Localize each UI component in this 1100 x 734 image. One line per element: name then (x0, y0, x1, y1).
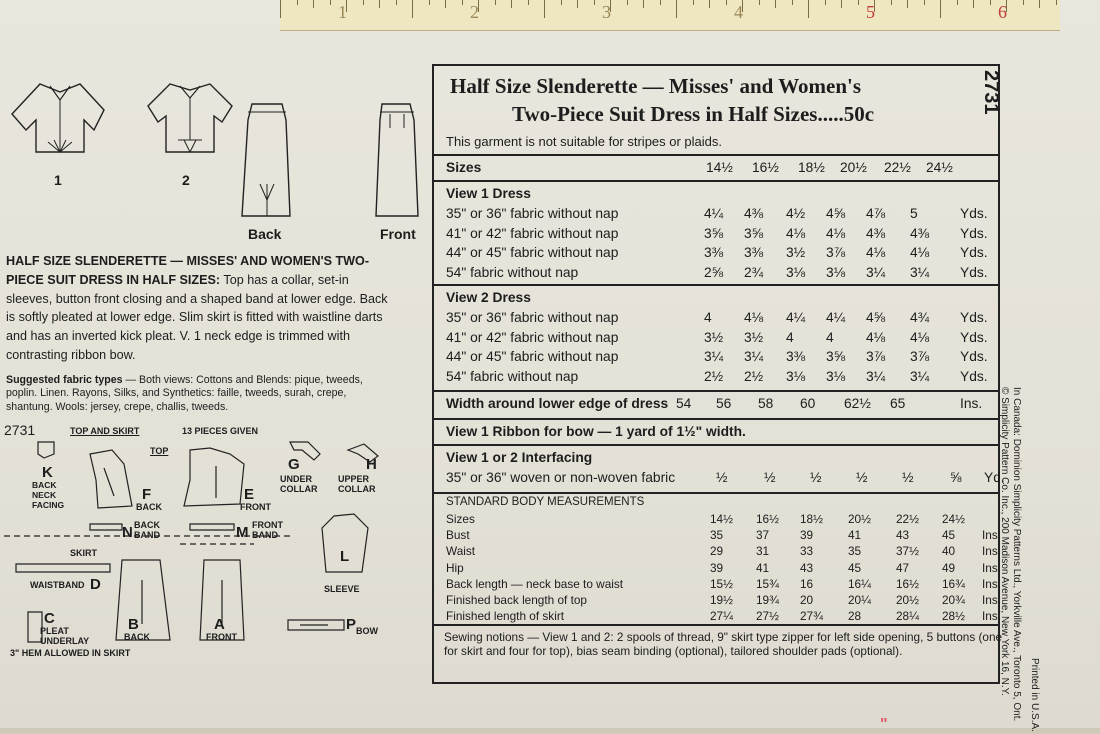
piece-f-letter: F (142, 486, 152, 503)
piece-n-letter: N (122, 524, 133, 541)
piece-b-name: BACK (124, 632, 150, 642)
table-cell: 3⅞ (866, 349, 886, 364)
table-cell: 5 (910, 206, 918, 221)
piece-b-letter: B (128, 616, 139, 633)
unit-cell: Yds. (960, 225, 988, 241)
ruler-tick (726, 0, 727, 5)
ruler-tick (511, 0, 512, 8)
view2-label: 2 (182, 172, 190, 188)
table-cell: 4¾ (910, 310, 930, 325)
row-label: Waist (446, 544, 476, 559)
table-cell: 20½ (848, 512, 871, 526)
table-cell: 65 (890, 396, 906, 411)
hem-allowance-note: 3" HEM ALLOWED IN SKIRT (10, 648, 131, 658)
size-header: 16½ (752, 160, 779, 175)
size-header: 20½ (840, 160, 867, 175)
piece-f-name: BACK (136, 502, 162, 512)
view1-dress-label: View 1 Dress (446, 186, 531, 201)
row-label: 41" or 42" fabric without nap (446, 329, 619, 345)
table-cell: 4½ (786, 206, 806, 221)
ruler-tick (313, 0, 314, 8)
table-cell: 33 (800, 544, 814, 559)
unit-cell: Ins. (982, 609, 1002, 624)
ruler-tick (528, 0, 529, 5)
printed-line: Printed in U.S.A. (1029, 658, 1040, 732)
fabric-label: Suggested fabric types (6, 374, 123, 386)
size-header: 22½ (884, 160, 911, 175)
divider (434, 444, 998, 446)
table-cell: 3⅝ (704, 225, 724, 241)
table-cell: 3½ (704, 329, 724, 345)
ruler-number: 6 (998, 2, 1007, 22)
table-cell: 16½ (896, 576, 919, 591)
ruler-tick (891, 0, 892, 5)
unit-cell: Yd. (984, 470, 1005, 485)
table-cell: 3⅝ (826, 349, 846, 364)
view1-label: 1 (54, 172, 62, 188)
table-cell: 2⅝ (704, 264, 724, 280)
table-cell: 4¼ (826, 310, 846, 325)
table-cell: 28 (848, 609, 862, 624)
ruler-tick (429, 0, 430, 5)
description-heading: HALF SIZE SLENDERETTE — MISSES' AND WOMEN'S TWO-PIECE SUIT DRESS IN HALF SIZES: (6, 254, 370, 287)
ruler-tick (412, 0, 413, 18)
skirt-front-sketch (368, 100, 428, 222)
piece-k-name: BACK NECK FACING (32, 480, 65, 510)
unit-cell: Yds. (960, 329, 988, 345)
row-label: Width around lower edge of dress (446, 396, 669, 411)
ruler-tick (445, 0, 446, 8)
row-label: Finished length of skirt (446, 609, 565, 624)
table-cell: 3⅛ (826, 264, 846, 280)
table-cell: 35 (710, 528, 724, 543)
row-label: Finished back length of top (446, 593, 587, 607)
unit-cell: Ins. (982, 576, 1002, 591)
ruler-tick (1056, 0, 1057, 5)
ruler-tick (825, 0, 826, 5)
unit-cell: Yds. (960, 368, 988, 384)
size-header: 24½ (926, 160, 953, 175)
copyright-line: © Simplicity Pattern Co. Inc., 200 Madison Avenue, New York 16, N.Y. (999, 387, 1010, 696)
table-cell: 18½ (800, 512, 823, 526)
table-cell: 3⅞ (910, 349, 930, 364)
table-cell: 3⅛ (786, 368, 806, 384)
table-cell: 3⅜ (704, 245, 724, 260)
divider (434, 390, 998, 392)
ruler-number: 4 (734, 2, 743, 22)
table-cell: ½ (764, 470, 776, 485)
table-cell: 4⅛ (910, 245, 930, 260)
skirt-back-sketch (234, 100, 300, 222)
ruler-tick (940, 0, 941, 18)
table-cell: 16 (800, 576, 814, 591)
ruler-tick (396, 0, 397, 5)
table-cell: 37½ (896, 544, 919, 559)
table-cell: 45 (942, 528, 956, 543)
ruler-tick (841, 0, 842, 8)
table-cell: 4 (826, 329, 834, 345)
piece-k-letter: K (42, 464, 53, 481)
table-cell: 4⅜ (866, 225, 886, 241)
table-cell: 39 (710, 560, 724, 575)
table-cell: 22½ (896, 512, 919, 526)
row-label: Back length — neck base to waist (446, 576, 624, 591)
table-cell: 20¼ (848, 593, 871, 607)
table-cell: 4⅛ (826, 225, 846, 241)
piece-p-letter: P (346, 616, 357, 633)
piece-c-name: PLEAT UNDERLAY (40, 626, 90, 646)
ruler-tick (693, 0, 694, 5)
pieces-number: 2731 (4, 422, 36, 438)
table-cell: 27¼ (710, 609, 733, 624)
table-cell: 4 (786, 329, 794, 345)
piece-g-letter: G (288, 456, 300, 473)
table-cell: 47 (896, 560, 910, 575)
unit-cell: Ins. (982, 544, 1002, 559)
piece-d-letter: D (90, 576, 101, 593)
ruler-tick (1039, 0, 1040, 8)
table-cell: 3⅜ (786, 349, 806, 364)
row-label: 35" or 36" woven or non-woven fabric (446, 470, 676, 485)
table-cell: 54 (676, 396, 692, 411)
ruler-tick (643, 0, 644, 8)
table-cell: 60 (800, 396, 816, 411)
table-cell: 4⅞ (866, 206, 886, 221)
pattern-pieces-outlines (4, 420, 424, 720)
pattern-description (6, 252, 390, 365)
ruler-tick (544, 0, 545, 18)
table-cell: 3¼ (704, 349, 724, 364)
table-cell: 4¼ (786, 310, 806, 325)
table-cell: 3¼ (910, 264, 930, 280)
body-measurements-label: STANDARD BODY MEASUREMENTS (446, 496, 645, 508)
table-cell: 27¾ (800, 609, 823, 624)
ruler-tick (759, 0, 760, 5)
ruler-tick (858, 0, 859, 5)
unit-cell: Ins. (982, 528, 1002, 543)
table-cell: 4⅝ (866, 310, 886, 325)
table-cell: 4 (704, 310, 712, 325)
table-cell: 3¼ (866, 264, 886, 280)
table-cell: 3¼ (910, 368, 930, 384)
front-view-label: Front (380, 226, 416, 242)
ruler-tick (676, 0, 677, 18)
table-cell: ⅝ (950, 470, 962, 485)
table-cell: 16¾ (942, 576, 965, 591)
table-cell: 4⅛ (866, 329, 886, 345)
unit-cell: Yds. (960, 349, 988, 364)
unit-cell: Ins. (982, 560, 1002, 575)
table-cell: 19¾ (756, 593, 779, 607)
table-title-line1: Half Size Slenderette — Misses' and Women's (450, 74, 862, 98)
skirt-section-label: SKIRT (70, 548, 97, 558)
table-cell: 20¾ (942, 593, 965, 607)
table-cell: 41 (756, 560, 770, 575)
pattern-number: 2731 (980, 70, 1002, 115)
ruler-tick (330, 0, 331, 5)
unit-cell: Ins. (982, 593, 1002, 607)
ruler-tick (280, 0, 281, 18)
table-cell: 2½ (704, 368, 724, 384)
fabric-suggestions (6, 374, 390, 414)
table-cell: 4⅜ (910, 225, 930, 241)
view2-dress-label: View 2 Dress (446, 290, 531, 305)
table-cell: ½ (716, 470, 728, 485)
divider (434, 284, 998, 286)
unit-cell: Yds. (960, 245, 988, 260)
piece-a-letter: A (214, 616, 225, 633)
table-cell: 2½ (744, 368, 764, 384)
ruler-tick (660, 0, 661, 5)
view2-top-sketch (140, 80, 240, 160)
table-cell: 15¾ (756, 576, 779, 591)
table-cell: 43 (800, 560, 814, 575)
canada-line: In Canada: Dominion Simplicity Patterns Ltd., Yorkville Ave., Toronto 5, Ont. (1011, 387, 1022, 722)
size-header: 14½ (706, 160, 733, 175)
size-header: 18½ (798, 160, 825, 175)
piece-h-name: UPPER COLLAR (338, 474, 376, 494)
ruler-tick (462, 0, 463, 5)
table-cell: 20½ (896, 593, 919, 607)
table-cell: 2¾ (744, 264, 764, 280)
table-cell: 43 (896, 528, 910, 543)
ruler-tick (957, 0, 958, 5)
table-cell: 4⅝ (826, 206, 846, 221)
pattern-pieces-diagram (4, 420, 424, 720)
table-cell: 28¼ (896, 609, 919, 624)
divider (434, 418, 998, 420)
piece-c-letter: C (44, 610, 55, 627)
ruler-tick (363, 0, 364, 5)
table-cell: 58 (758, 396, 774, 411)
ruler-tick (577, 0, 578, 8)
piece-e-letter: E (244, 486, 255, 503)
table-cell: 15½ (710, 576, 733, 591)
row-label: 54" fabric without nap (446, 264, 579, 280)
piece-h-letter: H (366, 456, 377, 473)
row-label: Hip (446, 560, 464, 575)
ruler-tick (627, 0, 628, 5)
fabric-note: This garment is not suitable for stripes or plaids. (446, 134, 723, 149)
view1-top-sketch (6, 80, 114, 160)
table-cell: ½ (856, 470, 868, 485)
table-cell: ½ (902, 470, 914, 485)
table-cell: 16½ (756, 512, 779, 526)
table-cell: 14½ (710, 512, 733, 526)
table-cell: 49 (942, 560, 956, 575)
ruler-tick (379, 0, 380, 8)
ruler-tick (709, 0, 710, 8)
table-cell: 3¼ (744, 349, 764, 364)
table-cell: 3⅜ (744, 245, 764, 260)
ruler-tick (973, 0, 974, 8)
divider (434, 624, 998, 626)
table-title-line2: Two-Piece Suit Dress in Half Sizes.....50c (512, 102, 875, 126)
piece-e-name: FRONT (240, 502, 271, 512)
unit-cell: Ins. (960, 396, 983, 411)
row-label: 44" or 45" fabric without nap (446, 245, 619, 260)
table-cell: 31 (756, 544, 770, 559)
piece-m-name: FRONT BAND (252, 520, 283, 540)
ruler-tick (775, 0, 776, 8)
table-cell: 39 (800, 528, 814, 543)
back-view-label: Back (248, 226, 282, 242)
divider (434, 154, 998, 156)
table-cell: 29 (710, 544, 724, 559)
unit-cell: Yds. (960, 310, 988, 325)
table-cell: ½ (810, 470, 822, 485)
ribbon-row: View 1 Ribbon for bow — 1 yard of 1½" width. (446, 424, 746, 439)
piece-p-name: BOW (356, 626, 378, 636)
unit-cell: Yds. (960, 206, 988, 221)
row-label: 44" or 45" fabric without nap (446, 349, 619, 364)
row-label: Sizes (446, 512, 475, 526)
table-cell: 27½ (756, 609, 779, 624)
description-body: Top has a collar, set-in sleeves, button front closing and a shaped band at lower edge. Back is softly pleated at lower edge. Slim skirt is fitted with waistline darts and has an inverted kick pleat. V. 1 neck edge is trimmed with contrasting ribbon bow. (6, 272, 388, 362)
table-cell: 28½ (942, 609, 965, 624)
table-cell: 4⅛ (786, 225, 806, 241)
ruler-tick (792, 0, 793, 5)
ruler-tick (907, 0, 908, 8)
ruler-number: 1 (338, 2, 347, 22)
ruler-number: 3 (602, 2, 611, 22)
table-cell: 16¼ (848, 576, 871, 591)
table-cell: 4⅛ (744, 310, 764, 325)
table-cell: 4¼ (704, 206, 724, 221)
unit-cell: Yds. (960, 264, 988, 280)
table-cell: 3⅛ (786, 264, 806, 280)
divider (434, 492, 998, 494)
sewing-notions: Sewing notions — View 1 and 2: 2 spools of thread, 9" skirt type zipper for left side opening, 5 buttons (one for skirt and four for top), bias seam binding (optional), tailored shoulder pads (optional). (444, 630, 1003, 658)
table-cell: 40 (942, 544, 956, 559)
ruler-number: 5 (866, 2, 875, 22)
ruler-tick (990, 0, 991, 5)
row-label: 35" or 36" fabric without nap (446, 310, 619, 325)
piece-d-name: WAISTBAND (30, 580, 85, 590)
piece-g-name: UNDER COLLAR (280, 474, 318, 494)
row-label: 54" fabric without nap (446, 368, 579, 384)
table-cell: 41 (848, 528, 862, 543)
table-cell: 20 (800, 593, 814, 607)
table-cell: 4⅛ (866, 245, 886, 260)
table-cell: 62½ (844, 396, 871, 411)
piece-a-name: FRONT (206, 632, 237, 642)
fabric-text: — Both views: Cottons and Blends: pique, tweeds, poplin. Linen. Rayons, Silks, and Synthetics: faille, tweeds, surah, crepe, shantung. Wools: jersey, crepe, challis, tweeds. (6, 374, 363, 413)
table-cell: 24½ (942, 512, 965, 526)
ruler-tick (1023, 0, 1024, 5)
ruler-number: 2 (470, 2, 479, 22)
divider (434, 180, 998, 182)
table-cell: 45 (848, 560, 862, 575)
table-cell: 3½ (786, 245, 806, 260)
piece-l-letter: L (340, 548, 350, 565)
row-label: 35" or 36" fabric without nap (446, 206, 619, 221)
piece-m-letter: M (236, 524, 249, 541)
interfacing-label: View 1 or 2 Interfacing (446, 450, 593, 465)
ruler-tick (495, 0, 496, 5)
table-cell: 4⅜ (744, 206, 764, 221)
table-cell: 3⅞ (826, 245, 846, 260)
top-section-label: TOP (150, 446, 169, 456)
ruler-tick (561, 0, 562, 5)
table-cell: 3⅛ (826, 368, 846, 384)
table-cell: 56 (716, 396, 732, 411)
red-mark: " (880, 716, 888, 733)
table-cell: 4⅛ (910, 329, 930, 345)
measuring-ruler (280, 0, 1060, 31)
row-label: 41" or 42" fabric without nap (446, 225, 619, 241)
top-and-skirt-heading: TOP AND SKIRT (70, 426, 140, 436)
table-cell: 35 (848, 544, 862, 559)
row-label: Bust (446, 528, 470, 543)
ruler-tick (594, 0, 595, 5)
ruler-tick (924, 0, 925, 5)
table-cell: 19½ (710, 593, 733, 607)
piece-l-name: SLEEVE (324, 584, 360, 594)
table-cell: 37 (756, 528, 770, 543)
ruler-tick (808, 0, 809, 18)
table-cell: 3⅝ (744, 225, 764, 241)
piece-n-name: BACK BAND (134, 520, 160, 540)
sizes-label: Sizes (446, 160, 482, 175)
ruler-tick (297, 0, 298, 5)
table-cell: 3¼ (866, 368, 886, 384)
table-cell: 3½ (744, 329, 764, 345)
pieces-given-label: 13 PIECES GIVEN (182, 426, 259, 436)
